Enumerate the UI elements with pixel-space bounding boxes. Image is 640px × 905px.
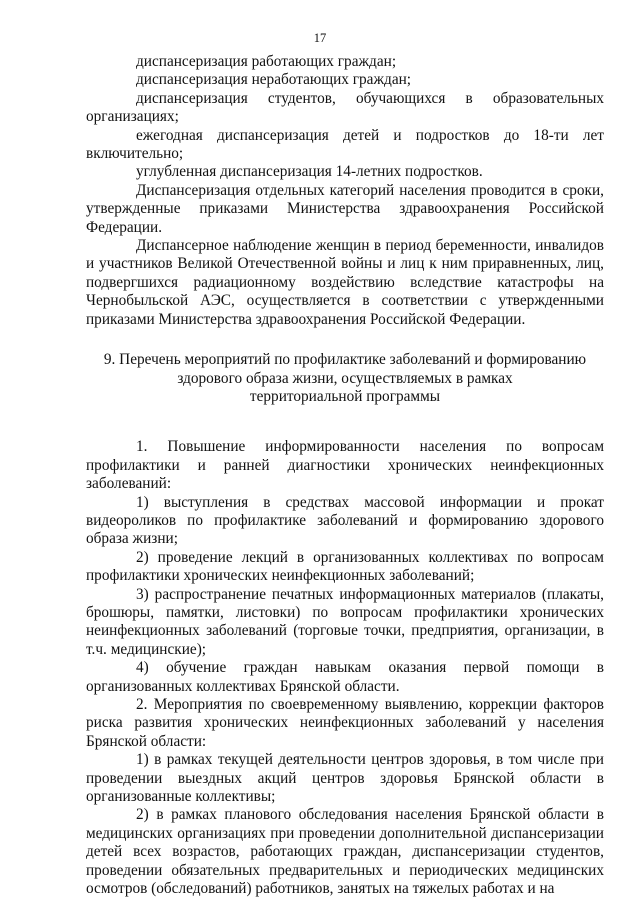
page-number: 17 [313,31,327,45]
paragraph: диспансеризация студентов, обучающихся в образовательных организациях; [86,89,604,126]
section-heading-line: 9. Перечень мероприятий по профилактике заболеваний и формированию [103,351,587,369]
paragraph: 1) в рамках текущей деятельности центров здоровья, в том числе при проведении выездных акций центров здоровья Брянской области в организованные коллективы; [86,751,604,806]
paragraph: 2. Мероприятия по своевременному выявлению, коррекции факторов риска развития хронических неинфекционных заболеваний у населения Брянской области: [86,696,604,750]
paragraph: 3) распространение печатных информационных материалов (плакаты, брошюры, памятки, листовки) по вопросам профилактики хронических неинфекционных заболеваний (торговые точки, предприятия, организации, в т.ч. медицинские); [86,585,604,658]
paragraph: диспансеризация работающих граждан; [136,53,397,70]
paragraph: Диспансеризация отдельных категорий населения проводится в сроки, утвержденные приказами Министерства здравоохранения Российской Федерации. [86,181,604,236]
document-body [86,53,604,898]
paragraph: 4) обучение граждан навыкам оказания первой помощи в организованных коллективах Брянской области. [86,659,604,695]
paragraph: 2) проведение лекций в организованных коллективах по вопросам профилактики хронических неинфекционных заболеваний; [86,548,604,585]
paragraph: углубленная диспансеризация 14-летних подростков. [136,163,483,181]
section-heading [86,351,604,406]
paragraph: 1. Повышение информированности населения по вопросам профилактики и ранней диагностики хронических неинфекционных заболеваний: [86,438,604,493]
paragraph: 2) в рамках планового обследования населения Брянской области в медицинских организациях при проведении дополнительной диспансеризации детей всех возрастов, работающих граждан, диспансеризации студентов, проведении обязательных предварительных и периодических медицинских осмотров (обследований) работников, занятых на тяжелых работах и на [86,806,604,898]
section-heading-line: здорового образа жизни, осуществляемых в рамках [177,369,513,387]
paragraph: диспансеризация неработающих граждан; [136,71,412,89]
section-heading-line: территориальной программы [249,387,441,405]
paragraph: Диспансерное наблюдение женщин в период беременности, инвалидов и участников Великой Отечественной войны и лиц к ним приравненных, лиц, подвергшихся радиационному воздействию вследствие катастрофы на Чернобыльской АЭС, осуществляется в соответствии с утвержденными приказами Министерства здравоохранения Российской Федерации. [86,237,604,328]
paragraph: ежегодная диспансеризация детей и подростков до 18-ти лет включительно; [86,126,604,163]
paragraph: 1) выступления в средствах массовой информации и прокат видеороликов по профилактике заболеваний и формированию здорового образа жизни; [86,493,604,548]
